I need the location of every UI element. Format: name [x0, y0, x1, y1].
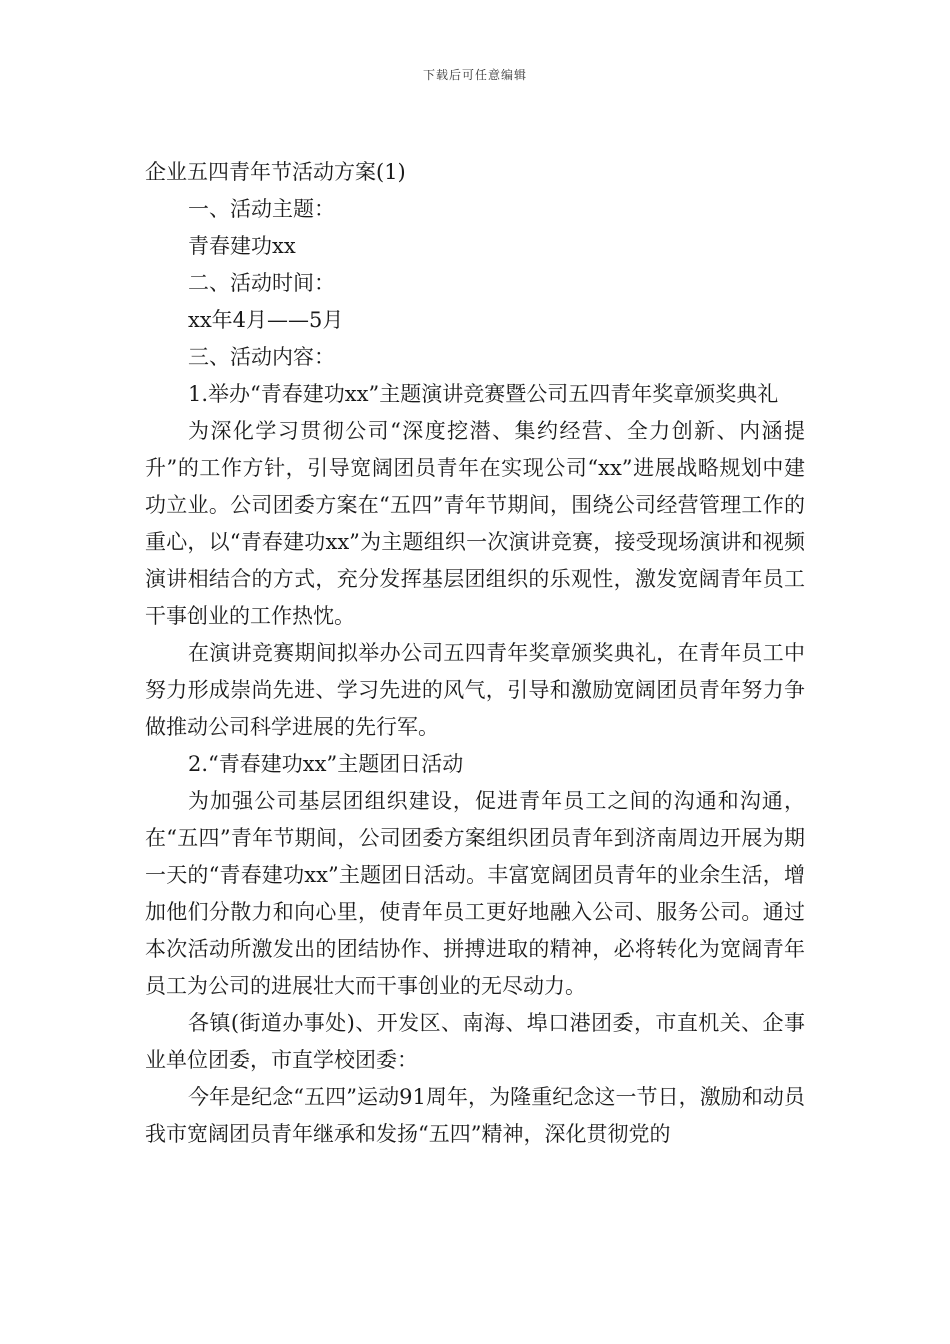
item1-paragraph-2: 在演讲竞赛期间拟举办公司五四青年奖章颁奖典礼，在青年员工中努力形成崇尚先进、学习先进的风气，引导和激励宽阔团员青年努力争做推动公司科学进展的先行军。	[145, 641, 805, 739]
item1-heading: 1.举办“青春建功xx”主题演讲竞赛暨公司五四青年奖章颁奖典礼	[188, 382, 779, 406]
section2-text: xx年4月——5月	[188, 308, 344, 332]
document-body	[145, 154, 805, 1153]
section2-heading: 二、活动时间：	[188, 271, 335, 295]
document-title: 企业五四青年节活动方案(1)	[145, 160, 406, 184]
item1-paragraph-1: 为深化学习贯彻公司“深度挖潜、集约经营、全力创新、内涵提升”的工作方针，引导宽阔团员青年在实现公司“xx”进展战略规划中建功立业。公司团委方案在“五四”青年节期间，围绕公司经营管理工作的重心，以“青春建功xx”为主题组织一次演讲竞赛，接受现场演讲和视频演讲相结合的方式，充分发挥基层团组织的乐观性，激发宽阔青年员工干事创业的工作热忱。	[145, 419, 805, 628]
section1-text: 青春建功xx	[188, 234, 296, 258]
header-note: 下载后可任意编辑	[422, 68, 527, 82]
section3-heading: 三、活动内容：	[188, 345, 335, 369]
final-paragraph: 今年是纪念“五四”运动91周年，为隆重纪念这一节日，激励和动员我市宽阔团员青年继承和发扬“五四”精神，深化贯彻党的	[145, 1085, 805, 1146]
item2-paragraph-1: 为加强公司基层团组织建设，促进青年员工之间的沟通和沟通，在“五四”青年节期间，公司团委方案组织团员青年到济南周边开展为期一天的“青春建功xx”主题团日活动。丰富宽阔团员青年的业余生活，增加他们分散力和向心里，使青年员工更好地融入公司、服务公司。通过本次活动所激发出的团结协作、拼搏进取的精神，必将转化为宽阔青年员工为公司的进展壮大而干事创业的无尽动力。	[145, 789, 805, 998]
recipients-paragraph: 各镇(街道办事处)、开发区、南海、埠口港团委，市直机关、企事业单位团委，市直学校团委：	[145, 1011, 805, 1072]
section1-heading: 一、活动主题：	[188, 197, 335, 221]
item2-heading: 2.“青春建功xx”主题团日活动	[188, 752, 464, 776]
